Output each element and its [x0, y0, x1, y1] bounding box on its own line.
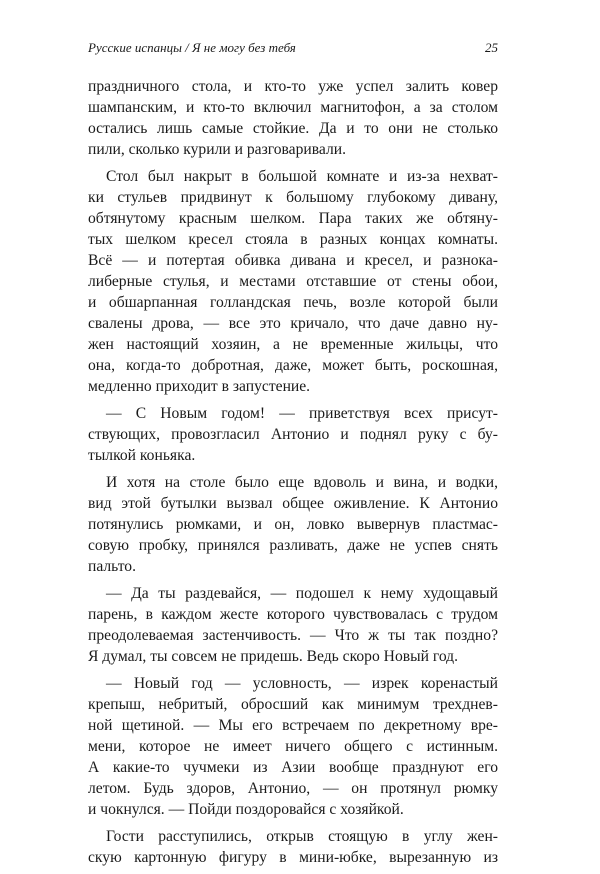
text-line: ки стульев придвинут к большому глубокому дивану,: [88, 189, 498, 206]
text-line: потянулись рюмками, и он, ловко вывернув пластмас-: [88, 516, 498, 533]
page-number: 25: [485, 40, 498, 55]
paragraph: [88, 583, 498, 667]
text-line: тылкой коньяка.: [88, 447, 196, 464]
text-line: свалены дрова, — все это кричало, что даче давно ну-: [88, 315, 498, 332]
text-line: преодолеваемая застенчивость. — Что ж ты так поздно?: [88, 627, 498, 644]
text-line: вид этой бутылки вызвал общее оживление. К Антонио: [88, 495, 498, 512]
text-line: летом. Будь здоров, Антонио, — он протянул рюмку: [88, 780, 498, 797]
text-line: ствующих, провозгласил Антонио и поднял руку с бу-: [88, 426, 498, 443]
text-line: Стол был накрыт в большой комнате и из-за нехват-: [106, 168, 498, 185]
text-line: И хотя на столе было еще вдоволь и вина, и водки,: [106, 474, 498, 491]
text-line: А какие-то чучмеки из Азии вообще празднуют его: [88, 759, 498, 776]
text-line: жен настоящий хозяин, а не временные жильцы, что: [88, 336, 498, 353]
text-line: и чокнулся. — Пойди поздоровайся с хозяйкой.: [88, 801, 404, 818]
text-line: и обшарпанная голландская печь, возле которой были: [88, 294, 498, 311]
text-line: Гости расступились, открыв стоящую в углу жен-: [106, 828, 498, 845]
text-line: Я думал, ты совсем не придешь. Ведь скоро Новый год.: [88, 648, 459, 665]
text-line: обтянутому красным шелком. Пара таких же обтяну-: [88, 210, 498, 227]
text-line: — Новый год — условность, — изрек коренастый: [106, 675, 498, 692]
paragraph: [88, 826, 498, 868]
text-line: совую пробку, принялся разливать, даже не успев снять: [88, 537, 498, 554]
text-line: она, когда-то добротная, даже, может быть, роскошная,: [88, 357, 498, 374]
text-line: остались лишь самые стойкие. Да и то они не столько: [88, 120, 498, 137]
text-line: шампанским, и кто-то включил магнитофон, а за столом: [88, 99, 498, 116]
text-line: скую картонную фигуру в мини-юбке, вырезанную из: [88, 849, 498, 866]
text-line: мени, которое не имеет ничего общего с истинным.: [88, 738, 498, 755]
paragraph: [88, 673, 498, 820]
paragraph: [88, 403, 498, 466]
paragraph: [88, 472, 498, 577]
text-line: тых шелком кресел стояла в разных концах комнаты.: [88, 231, 498, 248]
text-line: ной щетиной. — Мы его встречаем по декретному вре-: [88, 717, 498, 734]
body-text: [88, 76, 498, 874]
text-line: медленно приходит в запустение.: [88, 378, 311, 395]
text-line: либерные стулья, и местами отставшие от стены обои,: [88, 273, 498, 290]
text-line: крепыш, небритый, обросший как минимум трехднев-: [88, 696, 498, 713]
text-line: — С Новым годом! — приветствуя всех присут-: [106, 405, 498, 422]
text-line: пили, сколько курили и разговаривали.: [88, 141, 346, 158]
text-line: Всё — и потертая обивка дивана и кресел, и разнока-: [88, 252, 498, 269]
text-line: пальто.: [88, 558, 137, 575]
text-line: праздничного стола, и кто-то уже успел залить ковер: [88, 78, 498, 95]
running-head: [88, 40, 498, 58]
paragraph: [88, 76, 498, 160]
text-line: парень, в каждом жесте которого чувствовалась с трудом: [88, 606, 498, 623]
running-title: Русские испанцы / Я не могу без тебя: [88, 40, 296, 55]
text-line: — Да ты раздевайся, — подошел к нему худощавый: [106, 585, 498, 602]
paragraph: [88, 166, 498, 397]
